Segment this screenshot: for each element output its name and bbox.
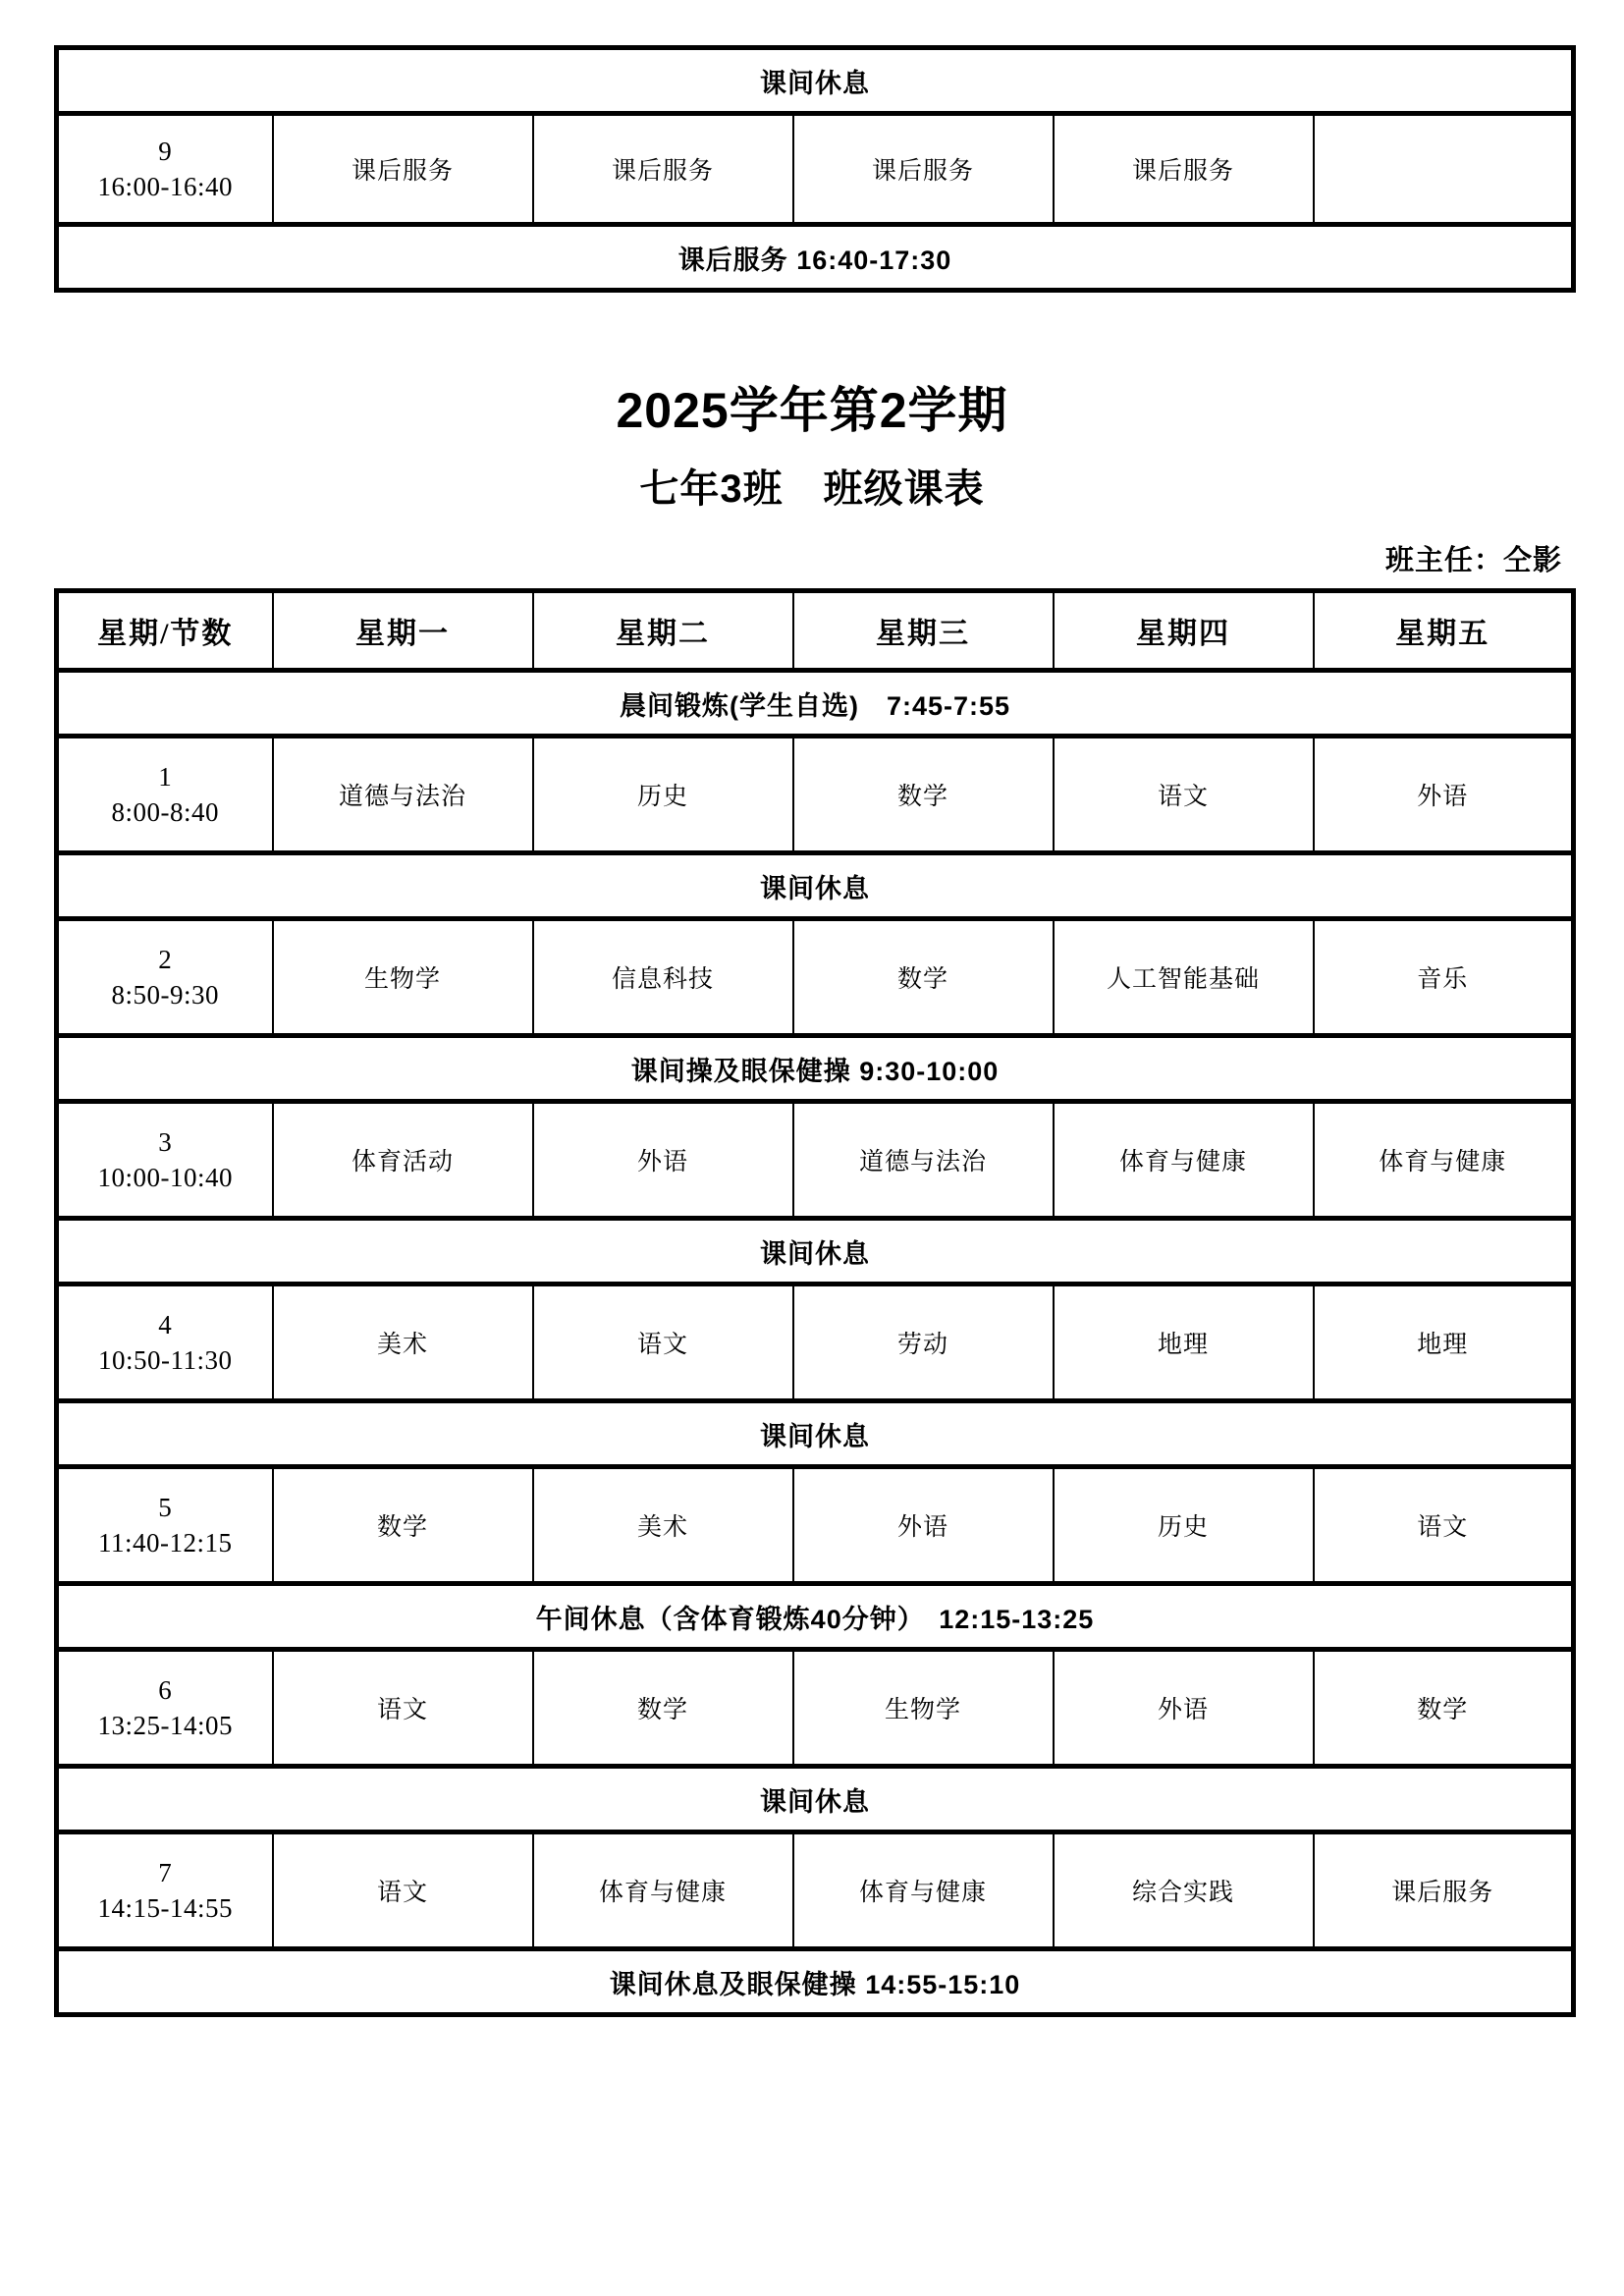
subject-cell-tue: 美术 [533, 1467, 793, 1584]
subject-cell-wed: 数学 [793, 919, 1054, 1036]
period-number: 5 [158, 1492, 173, 1522]
period-time: 14:15-14:55 [97, 1893, 233, 1923]
subject-cell-mon: 语文 [273, 1832, 533, 1949]
column-header-thursday: 星期四 [1054, 591, 1314, 671]
subject-cell-mon: 课后服务 [273, 114, 533, 225]
break-row-lunch [57, 1584, 1574, 1650]
subject-cell-tue: 信息科技 [533, 919, 793, 1036]
continued-table-section [54, 0, 1570, 293]
period-number: 4 [158, 1309, 173, 1339]
break-row-after-school [57, 225, 1574, 291]
period-number: 9 [158, 136, 173, 166]
subject-cell-mon: 语文 [273, 1650, 533, 1767]
subject-cell-tue: 外语 [533, 1102, 793, 1219]
column-header-wednesday: 星期三 [793, 591, 1054, 671]
break-row-recess-top [57, 48, 1574, 114]
break-label: 晨间锻炼(学生自选) 7:45-7:55 [57, 671, 1574, 737]
period-time: 10:50-11:30 [98, 1345, 233, 1375]
subject-cell-wed: 外语 [793, 1467, 1054, 1584]
column-header-tuesday: 星期二 [533, 591, 793, 671]
break-row-exercise-eye [57, 1036, 1574, 1102]
subject-cell-fri: 音乐 [1314, 919, 1574, 1036]
table-row-period-4 [57, 1285, 1574, 1401]
period-cell-9 [57, 114, 273, 225]
subject-cell-thu: 课后服务 [1054, 114, 1314, 225]
table-row-period-9 [57, 114, 1574, 225]
break-row-recess-3 [57, 1401, 1574, 1467]
homeroom-teacher-label: 班主任：仝影 [1384, 545, 1562, 576]
break-label: 午间休息（含体育锻炼40分钟） 12:15-13:25 [57, 1584, 1574, 1650]
break-row-recess-4 [57, 1767, 1574, 1832]
page-subtitle: 七年3班 班级课表 [639, 467, 985, 511]
period-cell-1 [57, 737, 273, 853]
table-header-row [57, 591, 1574, 671]
after-school-label: 课后服务 16:40-17:30 [57, 225, 1574, 291]
column-header-monday: 星期一 [273, 591, 533, 671]
continued-schedule-table [54, 45, 1576, 293]
main-schedule-table [54, 588, 1576, 2017]
subject-cell-thu: 语文 [1054, 737, 1314, 853]
subject-cell-thu: 地理 [1054, 1285, 1314, 1401]
table-row-period-5 [57, 1467, 1574, 1584]
subject-cell-mon: 道德与法治 [273, 737, 533, 853]
period-number: 1 [158, 761, 173, 792]
page-title: 2025学年第2学期 [616, 383, 1008, 438]
subject-cell-tue: 课后服务 [533, 114, 793, 225]
subject-cell-fri: 地理 [1314, 1285, 1574, 1401]
period-number: 6 [158, 1674, 173, 1705]
subject-cell-thu: 体育与健康 [1054, 1102, 1314, 1219]
subject-cell-wed: 道德与法治 [793, 1102, 1054, 1219]
break-label: 课间休息 [57, 853, 1574, 919]
subject-cell-wed: 劳动 [793, 1285, 1054, 1401]
break-row-morning-exercise [57, 671, 1574, 737]
subject-cell-fri: 语文 [1314, 1467, 1574, 1584]
table-row-period-7 [57, 1832, 1574, 1949]
break-label: 课间休息 [57, 48, 1574, 114]
subject-cell-mon: 美术 [273, 1285, 533, 1401]
subject-cell-mon: 体育活动 [273, 1102, 533, 1219]
subject-cell-wed: 体育与健康 [793, 1832, 1054, 1949]
break-row-final-eye-exercise [57, 1949, 1574, 2015]
subject-cell-wed: 生物学 [793, 1650, 1054, 1767]
break-label: 课间操及眼保健操 9:30-10:00 [57, 1036, 1574, 1102]
period-cell-5 [57, 1467, 273, 1584]
break-label: 课间休息 [57, 1767, 1574, 1832]
subject-cell-mon: 生物学 [273, 919, 533, 1036]
period-cell-7 [57, 1832, 273, 1949]
break-label: 课间休息 [57, 1219, 1574, 1285]
table-row-period-3 [57, 1102, 1574, 1219]
period-time: 11:40-12:15 [98, 1528, 233, 1558]
period-cell-2 [57, 919, 273, 1036]
subject-cell-thu: 人工智能基础 [1054, 919, 1314, 1036]
table-row-period-2 [57, 919, 1574, 1036]
subject-cell-fri: 外语 [1314, 737, 1574, 853]
subject-cell-tue: 数学 [533, 1650, 793, 1767]
period-cell-6 [57, 1650, 273, 1767]
subject-cell-thu: 外语 [1054, 1650, 1314, 1767]
table-row-period-1 [57, 737, 1574, 853]
period-time: 16:00-16:40 [97, 172, 233, 201]
period-time: 8:50-9:30 [111, 980, 219, 1010]
subject-cell-thu: 历史 [1054, 1467, 1314, 1584]
column-header-period: 星期/节数 [57, 591, 273, 671]
break-label: 课间休息 [57, 1401, 1574, 1467]
period-cell-4 [57, 1285, 273, 1401]
break-row-recess-2 [57, 1219, 1574, 1285]
subject-cell-wed: 课后服务 [793, 114, 1054, 225]
break-label: 课间休息及眼保健操 14:55-15:10 [57, 1949, 1574, 2015]
break-row-recess-1 [57, 853, 1574, 919]
subject-cell-wed: 数学 [793, 737, 1054, 853]
period-cell-3 [57, 1102, 273, 1219]
subject-cell-tue: 体育与健康 [533, 1832, 793, 1949]
period-number: 7 [158, 1857, 173, 1887]
period-time: 8:00-8:40 [111, 797, 219, 827]
subject-cell-tue: 历史 [533, 737, 793, 853]
period-number: 2 [158, 944, 173, 974]
period-time: 10:00-10:40 [97, 1163, 233, 1192]
table-row-period-6 [57, 1650, 1574, 1767]
subject-cell-fri: 课后服务 [1314, 1832, 1574, 1949]
period-time: 13:25-14:05 [97, 1711, 233, 1740]
column-header-friday: 星期五 [1314, 591, 1574, 671]
subject-cell-fri: 体育与健康 [1314, 1102, 1574, 1219]
period-number: 3 [158, 1126, 173, 1157]
subject-cell-fri [1314, 114, 1574, 225]
subject-cell-fri: 数学 [1314, 1650, 1574, 1767]
subject-cell-thu: 综合实践 [1054, 1832, 1314, 1949]
subject-cell-tue: 语文 [533, 1285, 793, 1401]
subject-cell-mon: 数学 [273, 1467, 533, 1584]
title-block [54, 381, 1570, 513]
